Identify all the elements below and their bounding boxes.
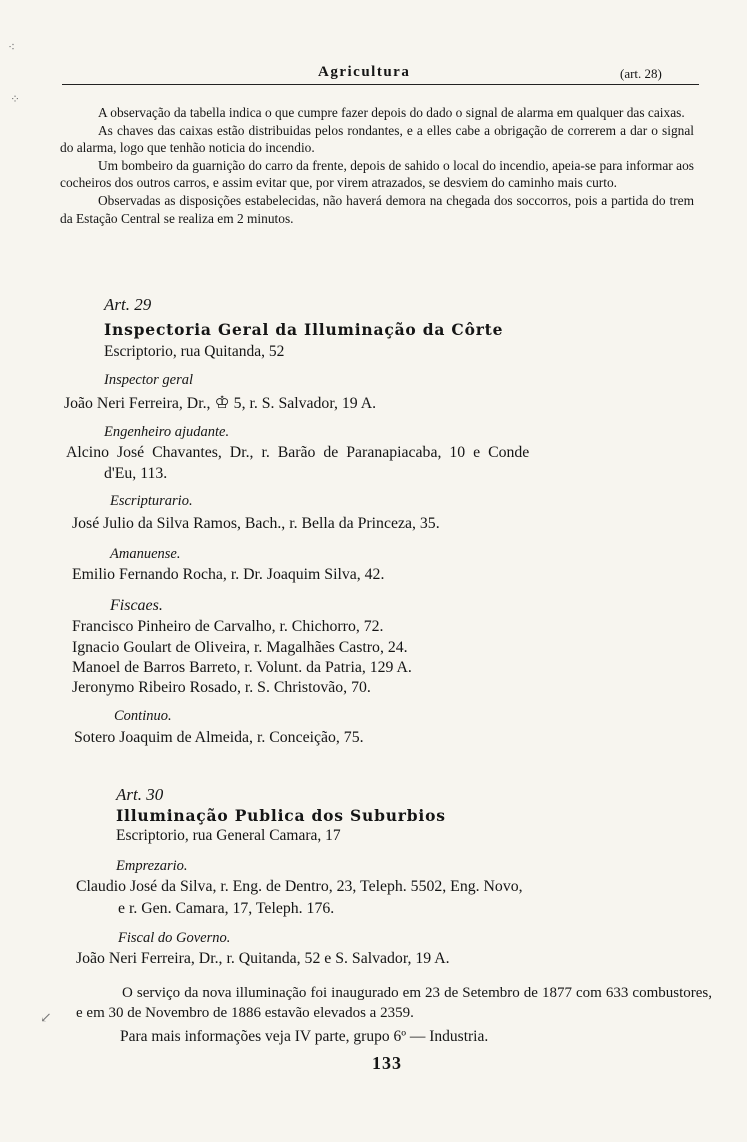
running-title: Agricultura	[318, 64, 411, 80]
footer-note	[76, 983, 712, 1023]
role-amanuense: Amanuense.	[110, 546, 181, 562]
margin-mark: ⁖	[8, 40, 16, 54]
fiscal-entry: Francisco Pinheiro de Carvalho, r. Chichorro, 72.	[72, 618, 384, 635]
role-clerk: Escripturario.	[110, 493, 193, 509]
decoration-icon: ♔	[214, 393, 230, 413]
entry-engineer-line-1: Alcino José Chavantes, Dr., r. Barão de Paranapiacaba, 10 e Conde	[66, 444, 530, 461]
intro-text	[60, 104, 694, 227]
header-rule	[62, 84, 699, 85]
article-29-title: Inspectoria Geral da Illuminação da Côrte	[104, 320, 504, 339]
role-continuo: Continuo.	[114, 708, 172, 724]
entry-emprezario-line-1: Claudio José da Silva, r. Eng. de Dentro, 23, Teleph. 5502, Eng. Novo,	[76, 878, 523, 895]
entry-engineer-line-2: d'Eu, 113.	[104, 465, 168, 482]
entry-inspector-name: João Neri Ferreira, Dr.,	[64, 395, 211, 412]
margin-mark: ↙	[40, 1011, 52, 1026]
role-fiscal-governo: Fiscal do Governo.	[118, 930, 231, 946]
entry-amanuense: Emilio Fernando Rocha, r. Dr. Joaquim Silva, 42.	[72, 566, 385, 583]
entry-inspector	[64, 393, 376, 413]
footer-note-text: O serviço da nova illuminação foi inaugurado em 23 de Setembro de 1877 com 633 combustores, e em 30 de Novembro de 1886 estavão elevados a 2359.	[76, 985, 712, 1021]
fiscal-entry: Manoel de Barros Barreto, r. Volunt. da Patria, 129 A.	[72, 659, 412, 676]
article-30-title: Illuminação Publica dos Suburbios	[116, 806, 446, 825]
page-number: 133	[372, 1053, 402, 1073]
margin-mark: ⁘	[10, 92, 21, 106]
intro-paragraph: As chaves das caixas estão distribuidas pelos rondantes, e a elles cabe a obrigação de correrem a dar o signal do alarma, logo que tenhão noticia do incendio.	[60, 122, 694, 156]
entry-emprezario-line-2: e r. Gen. Camara, 17, Teleph. 176.	[118, 900, 335, 917]
entry-clerk: José Julio da Silva Ramos, Bach., r. Bella da Princeza, 35.	[72, 515, 440, 532]
role-emprezario: Emprezario.	[116, 858, 188, 874]
fiscal-entry: Ignacio Goulart de Oliveira, r. Magalhães Castro, 24.	[72, 639, 408, 656]
role-fiscaes: Fiscaes.	[110, 597, 163, 614]
intro-paragraph: A observação da tabella indica o que cumpre fazer depois do dado o signal de alarma em qualquer das caixas.	[98, 105, 685, 120]
fiscal-entry: Jeronymo Ribeiro Rosado, r. S. Christovão, 70.	[72, 679, 371, 696]
article-29-office: Escriptorio, rua Quitanda, 52	[104, 343, 285, 360]
intro-paragraph: Observadas as disposições estabelecidas, não haverá demora na chegada dos soccorros, pois a partida do trem da Estação Central se realiza em 2 minutos.	[60, 192, 694, 226]
entry-inspector-address: 5, r. S. Salvador, 19 A.	[233, 395, 377, 412]
role-engineer: Engenheiro ajudante.	[104, 424, 230, 440]
more-info-line: Para mais informações veja IV parte, grupo 6º — Industria.	[120, 1028, 489, 1045]
running-article-ref: (art. 28)	[620, 66, 662, 81]
article-29-label: Art. 29	[104, 295, 152, 314]
article-30-label: Art. 30	[116, 785, 164, 804]
role-inspector: Inspector geral	[104, 372, 193, 388]
entry-fiscal-governo: João Neri Ferreira, Dr., r. Quitanda, 52 e S. Salvador, 19 A.	[76, 950, 450, 967]
intro-paragraph: Um bombeiro da guarnição do carro da frente, depois de sahido o local do incendio, apeia-se para informar aos cocheiros dos outros carros, e assim evitar que, por virem atrazados, se desviem do caminho mais curto.	[60, 157, 694, 191]
entry-continuo: Sotero Joaquim de Almeida, r. Conceição, 75.	[74, 729, 364, 746]
article-30-office: Escriptorio, rua General Camara, 17	[116, 827, 341, 844]
